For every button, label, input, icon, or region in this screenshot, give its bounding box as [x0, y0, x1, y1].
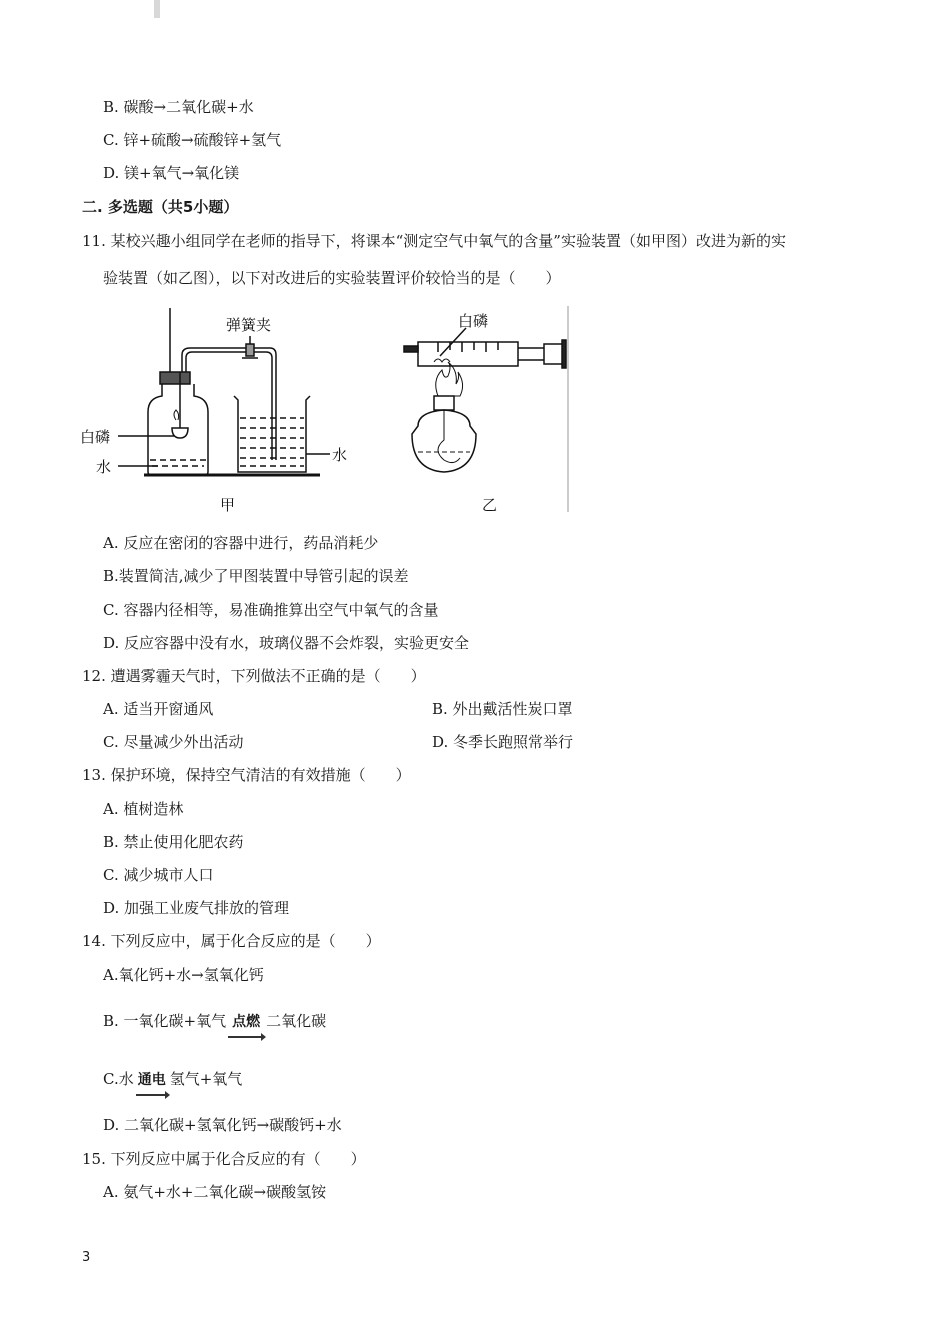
- q15-option-a: A. 氨气+水+二氧化碳→碳酸氢铵: [103, 1183, 327, 1201]
- q12-option-c: C. 尽量减少外出活动: [103, 733, 244, 751]
- q14-option-b: [103, 1011, 326, 1032]
- scan-mark: [154, 0, 160, 18]
- reaction-condition: [226, 1011, 266, 1032]
- q14-option-a: A.氧化钙+水→氢氧化钙: [103, 966, 264, 984]
- caption-jia: 甲: [220, 496, 236, 514]
- q11-option-c: C. 容器内径相等，易准确推算出空气中氧气的含量: [103, 601, 439, 619]
- condition-ignite: 点燃: [232, 1014, 261, 1030]
- page-number: 3: [82, 1250, 91, 1265]
- q12-option-b: B. 外出戴活性炭口罩: [432, 700, 573, 718]
- q12-option-d: D. 冬季长跑照常举行: [432, 733, 574, 751]
- q13-option-d: D. 加强工业废气排放的管理: [103, 899, 290, 917]
- q11-option-a: A. 反应在密闭的容器中进行，药品消耗少: [103, 534, 379, 552]
- q10-option-d: D. 镁+氧气→氧化镁: [103, 164, 240, 182]
- q10-option-c: C. 锌+硫酸→硫酸锌+氢气: [103, 131, 282, 149]
- reaction-arrow-icon: [228, 1036, 264, 1038]
- q14-option-b-products: 二氧化碳: [266, 1012, 327, 1030]
- label-white-phosphorus-left: 白磷: [80, 428, 111, 446]
- q11-stem-line2: 验装置（如乙图），以下对改进后的实验装置评价较恰当的是（ ）: [103, 269, 561, 287]
- q15-stem: 15. 下列反应中属于化合反应的有（ ）: [82, 1150, 366, 1168]
- label-spring-clip: 弹簧夹: [226, 316, 272, 334]
- q10-option-b: B. 碳酸→二氧化碳+水: [103, 98, 254, 116]
- section-title: 二. 多选题（共5小题）: [82, 198, 239, 216]
- q14-option-d: D. 二氧化碳+氢氧化钙→碳酸钙+水: [103, 1116, 342, 1134]
- q14-option-b-reactants: B. 一氧化碳+氧气: [103, 1012, 227, 1030]
- label-water-left: 水: [96, 458, 112, 476]
- apparatus-diagram: [78, 300, 578, 518]
- label-water-right: 水: [332, 446, 348, 464]
- q12-stem: 12. 遭遇雾霾天气时，下列做法不正确的是（ ）: [82, 667, 426, 685]
- q13-option-c: C. 减少城市人口: [103, 866, 214, 884]
- caption-yi: 乙: [482, 496, 498, 514]
- q11-option-b: B.装置简洁,减少了甲图装置中导管引起的误差: [103, 567, 409, 585]
- q14-option-c: [103, 1069, 242, 1090]
- q13-option-a: A. 植树造林: [103, 800, 184, 818]
- q13-option-b: B. 禁止使用化肥农药: [103, 833, 244, 851]
- reaction-arrow-icon: [136, 1094, 168, 1096]
- reaction-condition: [134, 1069, 170, 1090]
- q12-option-a: A. 适当开窗通风: [103, 700, 214, 718]
- q11-option-d: D. 反应容器中没有水，玻璃仪器不会炸裂，实验更安全: [103, 634, 470, 652]
- apparatus-figure: [78, 300, 578, 518]
- condition-electrolysis: 通电: [137, 1072, 166, 1088]
- q13-stem: 13. 保护环境，保持空气清洁的有效措施（ ）: [82, 766, 411, 784]
- q14-option-c-reactants: C.水: [103, 1070, 134, 1088]
- q11-stem-line1: 11. 某校兴趣小组同学在老师的指导下，将课本“测定空气中氧气的含量”实验装置（如甲图）改进为新的实: [82, 232, 786, 250]
- q14-option-c-products: 氢气+氧气: [169, 1070, 243, 1088]
- q14-stem: 14. 下列反应中，属于化合反应的是（ ）: [82, 932, 381, 950]
- label-white-phosphorus-right: 白磷: [458, 312, 489, 330]
